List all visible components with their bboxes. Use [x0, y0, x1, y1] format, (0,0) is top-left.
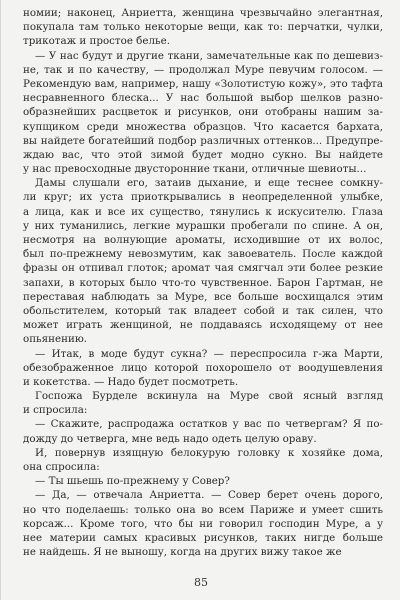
text-line: не найдешь. Я не выношу, когда на других вижу такое же: [23, 546, 342, 559]
text-line: купщиком среди множества образцов. Что касается бархата,: [23, 120, 383, 133]
text-line: а лица, как и все их существо, тянулись к искусителю. Глаза: [23, 205, 383, 218]
page-text: [23, 6, 383, 559]
text-line: у нас превосходные двусторонние ткани, отличные шевиоты...: [23, 163, 367, 176]
text-line: покупала там только некоторые вещи, как то: перчатки, чулки,: [23, 21, 383, 34]
text-line: нее материи самых красивых рисунков, таких нигде больше: [23, 531, 383, 544]
text-line: Рекомендую вам, например, нашу «Золотистую кожу», это тафта: [23, 77, 383, 90]
text-line: ли круг; их уста приоткрывались в неопределенной улыбке,: [23, 191, 383, 204]
text-line: несравненного блеска... У нас большой выбор шелков разно-: [23, 92, 383, 105]
text-line: был по-прежнему невозмутим, как завоеватель. После каждой: [23, 248, 383, 261]
text-line: но что поделаешь: только она во всем Париже и умеет сшить: [23, 503, 383, 516]
text-line: — Ты шьешь по-прежнему у Совер?: [35, 475, 230, 488]
text-line: может играть женщиной, не поддаваясь исходящему от нее: [23, 319, 383, 332]
text-line: — Скажите, распродажа остатков у вас по четвергам? Я по-: [35, 418, 383, 431]
text-line: переставая наблюдать за Муре, все больше восхищался этим: [23, 290, 383, 303]
text-line: и кокетства. — Надо будет посмотреть.: [23, 375, 239, 388]
text-line: образнейших расцветок и рисунков, они отобраны нашим за-: [23, 106, 383, 119]
text-line: несмотря на волнующие ароматы, исходившие от их волос,: [23, 234, 383, 246]
text-line: номии; наконец, Анриетта, женщина чрезвычайно элегантная,: [23, 7, 383, 19]
text-line: она спросила:: [23, 461, 100, 473]
text-line: ждаю вас, что этой зимой будет модно сукно. Вы найдете: [23, 148, 383, 161]
text-line: и спросила:: [23, 404, 88, 417]
text-line: корсаж... Кроме того, что бы ни говорил господин Муре, а у: [23, 517, 383, 530]
text-line: не, так и по качеству, — продолжал Муре певучим голосом. —: [23, 63, 383, 76]
text-line: Дамы слушали его, затаив дыхание, и еще теснее сомкну-: [35, 177, 383, 190]
text-line: опьянению.: [23, 333, 88, 346]
text-line: фразы он отпивал глоток; аромат чая смягчал эти более резкие: [23, 262, 383, 275]
text-line: вы найдете богатейший подбор различных оттенков... Предупре-: [23, 134, 383, 147]
text-line: трикотаж и простое белье.: [23, 35, 170, 48]
text-line: Госпожа Бурделе вскинула на Муре свой ясный взгляд: [35, 390, 383, 403]
text-line: — У нас будут и другие ткани, замечательные как по дешевиз-: [35, 49, 383, 62]
text-line: обольстителем, который так владеет собой и так силен, что: [23, 304, 383, 317]
text-line: у них туманились, легкие мурашки пробегали по спине. А он,: [23, 219, 383, 232]
page-number: 85: [194, 576, 208, 589]
text-line: обезображенное лицо которой похорошело от воодушевления: [23, 361, 383, 374]
text-line: запахи, в которых было что-то чувственное. Барон Гартман, не: [23, 276, 383, 289]
text-line: — Да, — отвечала Анриетта. — Совер берет очень дорого,: [35, 489, 383, 502]
text-line: — Итак, в моде будут сукна? — переспросила г-жа Марти,: [35, 347, 383, 360]
text-line: И, повернув изящную белокурую головку к хозяйке дома,: [35, 446, 383, 459]
text-line: дожду до четверга, мне ведь надо одеть целую ораву.: [23, 432, 317, 445]
